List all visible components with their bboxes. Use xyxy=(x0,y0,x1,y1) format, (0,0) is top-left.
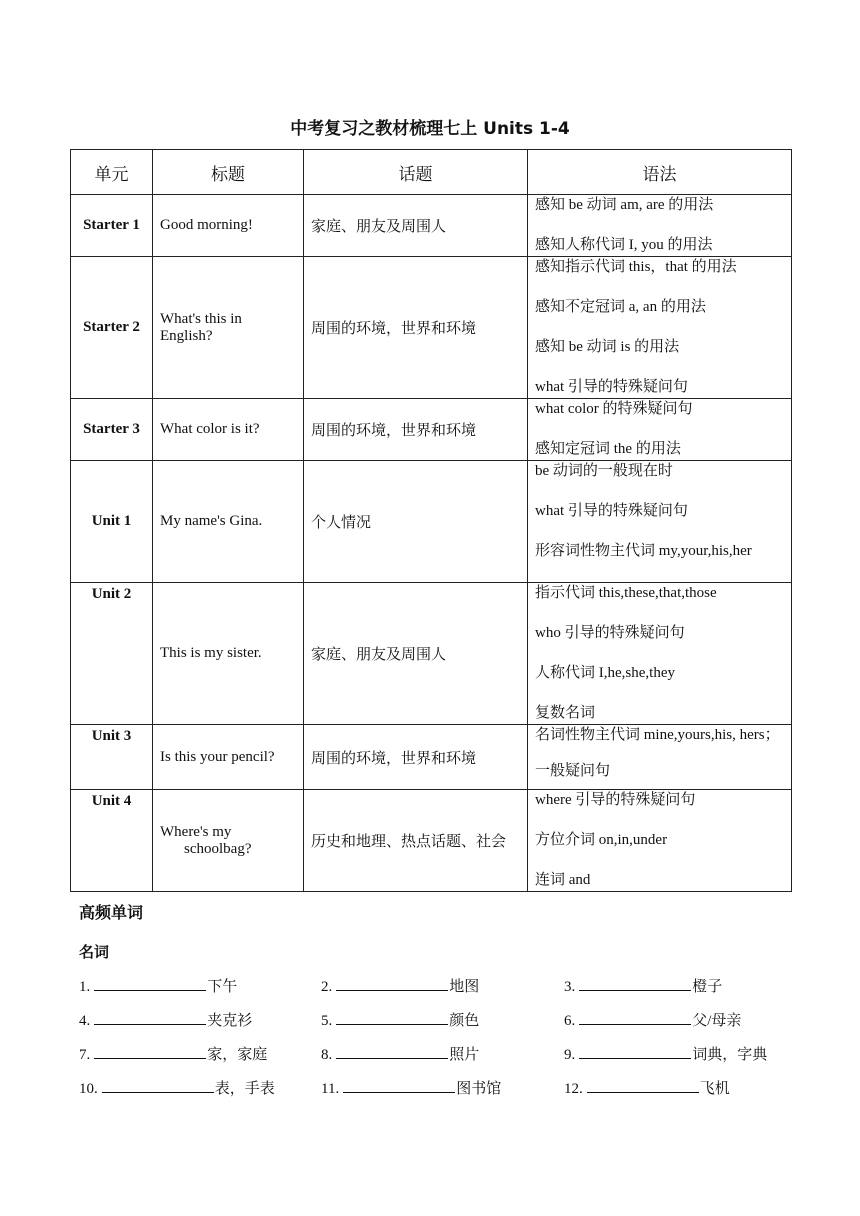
answer-blank[interactable] xyxy=(587,1078,699,1093)
vocab-item xyxy=(564,975,722,996)
vocab-word: 橙子 xyxy=(692,979,723,995)
vocab-number: 11. xyxy=(321,1081,340,1097)
answer-blank[interactable] xyxy=(343,1078,455,1093)
grammar-cell xyxy=(528,725,792,790)
unit-cell: Starter 3 xyxy=(71,399,153,461)
vocab-item xyxy=(321,1009,479,1030)
vocab-item xyxy=(321,975,479,996)
answer-blank[interactable] xyxy=(336,1010,448,1025)
grammar-item: 感知 be 动词 am, are 的用法 xyxy=(535,197,714,213)
topic-cell: 周围的环境，世界和环境 xyxy=(304,257,528,399)
vocab-number: 1. xyxy=(79,979,91,995)
vocab-number: 12. xyxy=(564,1081,583,1097)
header-unit: 单元 xyxy=(71,150,153,195)
answer-blank[interactable] xyxy=(94,976,206,991)
title-cell xyxy=(153,790,304,892)
unit-cell: Starter 2 xyxy=(71,257,153,399)
vocab-number: 2. xyxy=(321,979,333,995)
vocab-number: 10. xyxy=(79,1081,98,1097)
table-row xyxy=(71,725,792,790)
table-row xyxy=(71,583,792,725)
vocab-word: 颜色 xyxy=(449,1013,480,1029)
grammar-item: 感知定冠词 the 的用法 xyxy=(535,441,681,457)
table-row xyxy=(71,257,792,399)
title-cell: Is this your pencil? xyxy=(153,725,304,790)
grammar-item: 感知指示代词 this，that 的用法 xyxy=(535,259,737,275)
header-title: 标题 xyxy=(153,150,304,195)
topic-cell: 历史和地理、热点话题、社会 xyxy=(304,790,528,892)
grammar-cell xyxy=(528,257,792,399)
vocab-word: 家，家庭 xyxy=(207,1047,268,1063)
vocab-number: 6. xyxy=(564,1013,576,1029)
vocab-word: 地图 xyxy=(449,979,480,995)
vocab-item xyxy=(79,1077,275,1098)
grammar-item: what 引导的特殊疑问句 xyxy=(535,379,688,395)
vocab-word: 夹克衫 xyxy=(207,1013,253,1029)
units-table xyxy=(70,149,792,892)
vocab-item xyxy=(79,1043,267,1064)
vocab-number: 4. xyxy=(79,1013,91,1029)
topic-cell: 家庭、朋友及周围人 xyxy=(304,583,528,725)
grammar-item: 人称代词 I,he,she,they xyxy=(535,665,675,681)
grammar-cell xyxy=(528,583,792,725)
grammar-item: what 引导的特殊疑问句 xyxy=(535,503,688,519)
answer-blank[interactable] xyxy=(102,1078,214,1093)
vocab-number: 5. xyxy=(321,1013,333,1029)
vocab-item xyxy=(321,1077,501,1098)
topic-cell: 周围的环境，世界和环境 xyxy=(304,725,528,790)
grammar-item: where 引导的特殊疑问句 xyxy=(535,792,696,808)
vocab-item xyxy=(79,975,237,996)
header-topic: 话题 xyxy=(304,150,528,195)
answer-blank[interactable] xyxy=(94,1044,206,1059)
vocab-word: 词典，字典 xyxy=(692,1047,768,1063)
unit-cell: Starter 1 xyxy=(71,195,153,257)
unit-cell: Unit 2 xyxy=(71,583,153,725)
answer-blank[interactable] xyxy=(579,1010,691,1025)
vocab-word: 父/母亲 xyxy=(692,1013,742,1029)
subsection-heading: 名词 xyxy=(79,943,110,961)
grammar-item: 形容词性物主代词 my,your,his,her xyxy=(535,543,752,559)
answer-blank[interactable] xyxy=(579,976,691,991)
grammar-cell xyxy=(528,399,792,461)
grammar-item: what color 的特殊疑问句 xyxy=(535,401,693,417)
header-grammar: 语法 xyxy=(528,150,792,195)
unit-cell: Unit 3 xyxy=(71,725,153,790)
page-title: 中考复习之教材梳理七上 Units 1-4 xyxy=(290,119,570,139)
vocab-word: 照片 xyxy=(449,1047,480,1063)
grammar-item: 感知 be 动词 is 的用法 xyxy=(535,339,680,355)
answer-blank[interactable] xyxy=(336,976,448,991)
vocab-number: 8. xyxy=(321,1047,333,1063)
grammar-cell xyxy=(528,195,792,257)
grammar-cell xyxy=(528,790,792,892)
vocab-number: 3. xyxy=(564,979,576,995)
vocab-item xyxy=(321,1043,479,1064)
grammar-item: 指示代词 this,these,that,those xyxy=(535,585,717,601)
vocab-word: 飞机 xyxy=(699,1081,730,1097)
vocab-item xyxy=(79,1009,252,1030)
table-row xyxy=(71,790,792,892)
answer-blank[interactable] xyxy=(336,1044,448,1059)
vocab-word: 表，手表 xyxy=(214,1081,275,1097)
table-row xyxy=(71,461,792,583)
vocab-item xyxy=(564,1077,730,1098)
grammar-item: 感知不定冠词 a, an 的用法 xyxy=(535,299,706,315)
title-cell: My name's Gina. xyxy=(153,461,304,583)
answer-blank[interactable] xyxy=(94,1010,206,1025)
section-heading: 高频单词 xyxy=(79,903,144,922)
answer-blank[interactable] xyxy=(579,1044,691,1059)
title-cell: What color is it? xyxy=(153,399,304,461)
vocab-number: 9. xyxy=(564,1047,576,1063)
vocab-number: 7. xyxy=(79,1047,91,1063)
unit-cell: Unit 1 xyxy=(71,461,153,583)
table-row xyxy=(71,399,792,461)
topic-cell: 周围的环境，世界和环境 xyxy=(304,399,528,461)
topic-cell: 个人情况 xyxy=(304,461,528,583)
table-row xyxy=(71,195,792,257)
title-cell: This is my sister. xyxy=(153,583,304,725)
vocab-item xyxy=(564,1009,741,1030)
title-line: Where's my xyxy=(160,823,232,840)
grammar-cell xyxy=(528,461,792,583)
grammar-item: 名词性物主代词 mine,yours,his, hers；一般疑问句 xyxy=(535,727,780,779)
unit-cell: Unit 4 xyxy=(71,790,153,892)
grammar-item: 复数名词 xyxy=(535,705,596,721)
vocab-item xyxy=(564,1043,767,1064)
grammar-item: 感知人称代词 I, you 的用法 xyxy=(535,237,713,253)
title-line: schoolbag? xyxy=(184,840,252,857)
vocab-word: 图书馆 xyxy=(456,1081,502,1097)
title-cell: What's this in English? xyxy=(153,257,304,399)
title-cell: Good morning! xyxy=(153,195,304,257)
table-header-row xyxy=(71,150,792,195)
grammar-item: 连词 and xyxy=(535,872,591,888)
topic-cell: 家庭、朋友及周围人 xyxy=(304,195,528,257)
grammar-item: who 引导的特殊疑问句 xyxy=(535,625,685,641)
vocab-word: 下午 xyxy=(207,979,238,995)
grammar-item: be 动词的一般现在时 xyxy=(535,463,673,479)
grammar-item: 方位介词 on,in,under xyxy=(535,832,668,848)
